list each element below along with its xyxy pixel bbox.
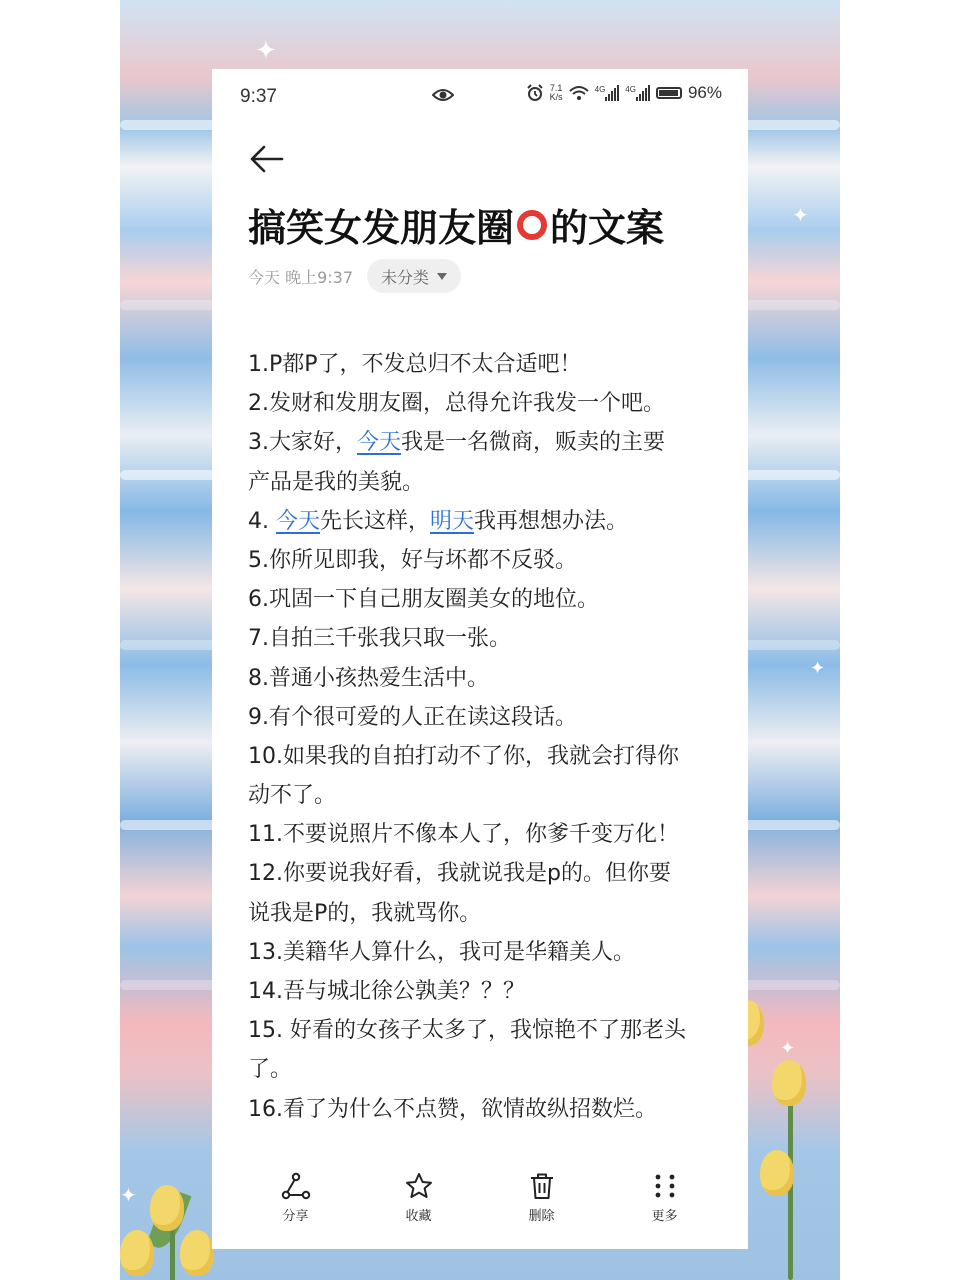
sparkle-icon: ✦ <box>792 203 809 227</box>
note-text: 说我是P的，我就骂你。 <box>248 900 482 926</box>
note-text: 动不了。 <box>248 783 337 809</box>
trash-icon <box>527 1171 557 1201</box>
sparkle-icon: ✦ <box>780 1038 796 1059</box>
tulip-flower <box>150 1185 184 1231</box>
note-text: 12.你要说我好看，我就说我是p的。但你要 <box>248 861 671 887</box>
note-text: 产品是我的美貌。 <box>248 469 425 495</box>
note-text: 我再想想办法。 <box>474 508 629 534</box>
battery-icon <box>656 87 682 99</box>
eye-comfort-icon <box>432 87 454 103</box>
note-date: 今天 晚上9:37 <box>248 267 354 287</box>
note-text: 14.吾与城北徐公孰美？？？ <box>248 979 525 1004</box>
clock: 9:37 <box>240 86 277 107</box>
status-icons <box>526 83 722 103</box>
tulip-flower <box>772 1060 806 1106</box>
note-screen <box>212 69 748 1249</box>
dropdown-triangle-icon <box>437 273 447 280</box>
category-label: 未分类 <box>381 267 430 287</box>
tulip-flower <box>180 1230 214 1276</box>
note-text: 4. <box>248 508 276 534</box>
battery-level: 96% <box>687 83 722 102</box>
alarm-icon <box>526 84 544 102</box>
note-text: 3.大家好， <box>248 430 357 456</box>
wifi-icon <box>569 85 589 101</box>
note-text: 2.发财和发朋友圈，总得允许我发一个吧。 <box>248 391 665 417</box>
note-line <box>248 580 718 619</box>
note-line <box>248 345 718 384</box>
note-text: 13.美籍华人算什么，我可是华籍美人。 <box>248 939 635 965</box>
red-circle-icon <box>517 210 547 240</box>
more-button[interactable]: 更多 <box>625 1171 705 1224</box>
note-line <box>248 1090 718 1129</box>
note-line <box>248 894 718 933</box>
note-body[interactable] <box>248 345 718 1129</box>
note-text: 1.P都P了，不发总归不太合适吧！ <box>248 352 582 377</box>
note-text: 6.巩固一下自己朋友圈美女的地位。 <box>248 587 599 613</box>
net-speed: 7.1 K/s <box>549 83 563 102</box>
note-text: 11.不要说照片不像本人了，你爹千变万化！ <box>248 822 679 848</box>
category-dropdown[interactable] <box>367 259 461 293</box>
signal-bars-icon <box>636 85 650 101</box>
date-link[interactable]: 今天 <box>357 430 402 456</box>
note-line <box>248 854 718 893</box>
note-line <box>248 698 718 737</box>
tulip-flower <box>120 1230 154 1276</box>
more-dots-icon <box>650 1171 680 1201</box>
note-line <box>248 659 718 698</box>
favorite-button[interactable]: 收藏 <box>379 1171 459 1224</box>
sparkle-icon: ✦ <box>810 658 826 679</box>
note-line <box>248 384 718 423</box>
note-line <box>248 1011 718 1050</box>
note-text: 10.如果我的自拍打动不了你，我就会打得你 <box>248 743 679 769</box>
back-arrow-icon[interactable] <box>248 144 284 174</box>
sim2-signal: 4G <box>625 85 650 101</box>
sparkle-icon: ✦ <box>120 1183 137 1207</box>
page-title: 搞笑女发朋友圈 的文案 <box>248 206 665 250</box>
share-icon <box>281 1171 311 1201</box>
delete-button[interactable]: 删除 <box>502 1171 582 1224</box>
note-text: 我是一名微商，贩卖的主要 <box>401 430 666 456</box>
note-line <box>248 737 718 776</box>
status-bar <box>212 69 748 125</box>
note-line <box>248 776 718 815</box>
note-line <box>248 502 718 541</box>
note-text: 16.看了为什么不点赞，欲情故纵招数烂。 <box>248 1096 657 1122</box>
star-icon <box>404 1171 434 1201</box>
date-link[interactable]: 今天 <box>275 508 320 534</box>
note-line <box>248 815 718 854</box>
signal-bars-icon <box>605 85 619 101</box>
note-line <box>248 933 718 972</box>
note-line <box>248 541 718 580</box>
note-text: 8.普通小孩热爱生活中。 <box>248 665 489 691</box>
sparkle-icon: ✦ <box>255 36 277 66</box>
note-meta <box>248 259 461 293</box>
note-line <box>248 972 718 1011</box>
note-text: 7.自拍三千张我只取一张。 <box>248 626 511 652</box>
note-line <box>248 463 718 502</box>
note-line <box>248 1050 718 1089</box>
date-link[interactable]: 明天 <box>430 508 475 534</box>
note-text: 先长这样， <box>320 508 431 534</box>
tulip-flower <box>760 1150 794 1196</box>
share-button[interactable]: 分享 <box>256 1171 336 1224</box>
note-line <box>248 619 718 658</box>
note-text: 15. 好看的女孩子太多了，我惊艳不了那老头 <box>248 1018 686 1044</box>
note-text: 了。 <box>248 1057 293 1083</box>
note-text: 9.有个很可爱的人正在读这段话。 <box>248 704 577 730</box>
bottom-toolbar <box>212 1171 748 1249</box>
note-text: 5.你所见即我，好与坏都不反驳。 <box>248 547 577 573</box>
note-line <box>248 423 718 462</box>
sim1-signal: 4G <box>595 85 620 101</box>
